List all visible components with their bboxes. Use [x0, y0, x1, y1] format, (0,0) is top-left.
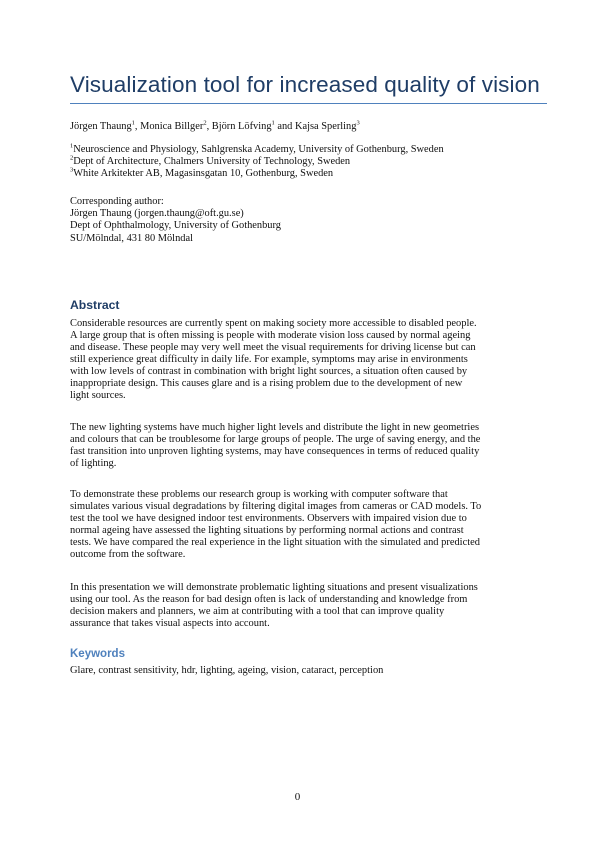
affiliation-list — [70, 144, 550, 181]
author-separator: , — [134, 121, 141, 132]
text-line: still experience great difficulty in daily life. For example, symptoms may arise in environments — [70, 354, 468, 366]
corresponding-label: Corresponding author: — [70, 196, 164, 207]
text-line: normal ageing have assessed the lighting situations by performing normal actions and contrast — [70, 525, 464, 537]
text-line: In this presentation we will demonstrate problematic lighting situations and present visualizations — [70, 582, 478, 593]
affiliation-text: Dept of Architecture, Chalmers University of Technology, Sweden — [73, 156, 351, 168]
text-line: inappropriate design. This causes glare and is a rising problem due to the development of new — [70, 378, 463, 390]
abstract-paragraph — [70, 489, 548, 561]
text-line: test the tool we have designed indoor test environments. Observers with impaired vision due to — [70, 513, 467, 525]
author-affiliation-mark: 2 — [203, 119, 207, 127]
abstract-paragraph — [70, 582, 548, 630]
paper-title: Visualization tool for increased quality of vision — [70, 72, 540, 97]
abstract-paragraph — [70, 318, 548, 402]
affiliation-text: White Arkitekter AB, Magasinsgatan 10, Gothenburg, Sweden — [73, 168, 334, 180]
text-line: outcome from the software. — [70, 549, 186, 561]
corresponding-address: SU/Mölndal, 431 80 Mölndal — [70, 232, 193, 244]
affiliation — [70, 144, 550, 156]
author-affiliation-mark: 1 — [131, 119, 135, 127]
affiliation-text: Neuroscience and Physiology, Sahlgrenska Academy, University of Gothenburg, Sweden — [73, 144, 444, 155]
text-line: fast transition into unproven lighting systems, may have consequences in terms of reduced quality — [70, 446, 480, 458]
text-line: simulates various visual degradations by filtering digital images from cameras or CAD models. To — [70, 501, 482, 513]
author-name: Jörgen Thaung — [70, 121, 132, 132]
abstract-paragraph — [70, 422, 548, 470]
text-line: of lighting. — [70, 458, 117, 470]
text-line: tests. We have compared the real experience in the light situation with the simulated and predicted — [70, 537, 480, 549]
text-line: and colours that can be troublesome for large groups of people. The urge of saving energy, and the — [70, 434, 481, 446]
text-line: light sources. — [70, 390, 126, 402]
text-line: Glare, contrast sensitivity, hdr, lighting, ageing, vision, cataract, perception — [70, 665, 384, 676]
text-line: with low levels of contrast in combination with bright light sources, a situation often caused by — [70, 366, 468, 378]
text-line: assurance that takes visual aspects into account. — [70, 618, 270, 630]
keywords-text — [70, 665, 548, 677]
author-separator: , — [206, 121, 212, 132]
page-number: 0 — [294, 791, 301, 803]
author-affiliation-mark: 3 — [356, 119, 360, 127]
author-affiliation-mark: 1 — [271, 119, 275, 127]
corresponding-department: Dept of Ophthalmology, University of Gothenburg — [70, 220, 281, 232]
keywords-heading: Keywords — [70, 648, 125, 660]
text-line: To demonstrate these problems our research group is working with computer software that — [70, 489, 448, 500]
corresponding-author-block — [70, 196, 550, 245]
affiliation — [70, 156, 550, 168]
author-name: Kajsa Sperling — [294, 121, 357, 132]
affiliation-mark: 1 — [70, 142, 74, 150]
title-underline — [70, 103, 547, 104]
author-name: Björn Löfving — [211, 121, 272, 132]
text-line: The new lighting systems have much higher light levels and distribute the light in new geometries — [70, 422, 480, 433]
author-separator: and — [274, 121, 295, 132]
text-line: A large group that is often missing is people with moderate vision loss caused by normal ageing — [70, 330, 471, 342]
author-name: Monica Billger — [140, 121, 204, 132]
text-line: and disease. These people may very well meet the visual requirements for driving license but can — [70, 342, 476, 354]
text-line: using our tool. As the reason for bad design often is lack of understanding and knowledge from — [70, 594, 468, 606]
corresponding-name-email: Jörgen Thaung (jorgen.thaung@oft.gu.se) — [70, 208, 244, 220]
affiliation-mark: 3 — [70, 166, 74, 174]
affiliation — [70, 168, 550, 180]
author-list — [70, 120, 550, 133]
text-line: decision makers and planners, we aim at contributing with a tool that can improve quality — [70, 606, 445, 618]
affiliation-mark: 2 — [70, 154, 74, 162]
abstract-heading: Abstract — [70, 298, 120, 312]
text-line: Considerable resources are currently spent on making society more accessible to disabled people. — [70, 318, 477, 329]
